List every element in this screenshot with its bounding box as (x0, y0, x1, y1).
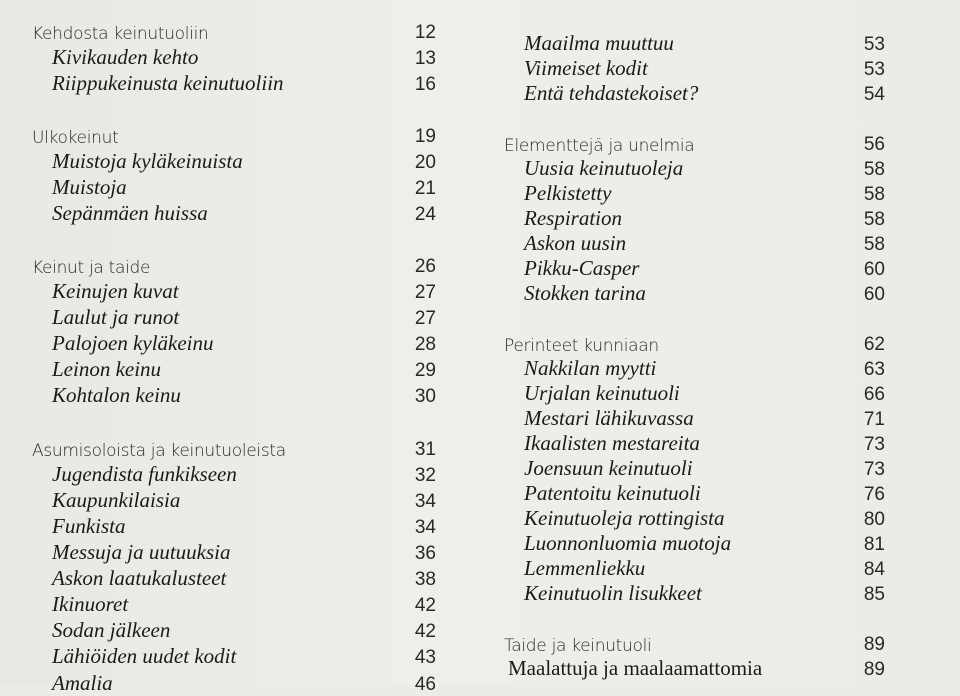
page-number: 53 (863, 34, 885, 55)
toc-entry (480, 30, 960, 56)
toc-entry (480, 280, 960, 306)
page-number: 76 (863, 484, 885, 505)
entry-title: Ikinuoret (52, 592, 129, 616)
page-number: 19 (414, 126, 436, 147)
page-number: 53 (863, 59, 885, 80)
section-title: Keinut ja taide (32, 258, 151, 278)
toc-entry (0, 513, 480, 539)
page-number: 20 (414, 152, 436, 173)
page-number: 13 (414, 48, 436, 69)
page-number: 56 (863, 134, 885, 155)
page-number: 27 (414, 282, 436, 303)
toc-section (480, 330, 960, 356)
entry-title: Pikku-Casper (524, 256, 640, 280)
toc-entry (480, 505, 960, 531)
toc-section (480, 130, 960, 156)
page-number: 89 (863, 659, 885, 680)
page-number: 24 (414, 204, 436, 225)
entry-title: Lemmenliekku (524, 556, 646, 580)
entry-title: Patentoitu keinutuoli (524, 481, 701, 505)
entry-title: Maailma muuttuu (524, 31, 674, 55)
section-title: Kehdosta keinutuoliin (32, 24, 209, 44)
entry-title: Kohtalon keinu (52, 383, 181, 407)
toc-section (0, 122, 480, 148)
toc-entry (0, 330, 480, 356)
toc-entry (0, 487, 480, 513)
page-number: 81 (863, 534, 885, 555)
page-number: 60 (863, 284, 885, 305)
entry-title: Laulut ja runot (52, 305, 180, 329)
toc-entry (480, 530, 960, 556)
toc-entry (480, 55, 960, 81)
page-number: 31 (414, 439, 436, 460)
toc-section (0, 18, 480, 44)
toc-entry (480, 380, 960, 406)
toc-entry (0, 539, 480, 565)
toc-entry (480, 405, 960, 431)
entry-title: Sodan jälkeen (52, 618, 171, 642)
page-number: 66 (863, 384, 885, 405)
page-number: 42 (414, 621, 436, 642)
page-number: 89 (863, 634, 885, 655)
page-number: 73 (863, 434, 885, 455)
entry-title: Muistoja kyläkeinuista (52, 149, 243, 173)
toc-section (480, 630, 960, 656)
entry-title: Keinujen kuvat (52, 279, 179, 303)
page-number: 36 (414, 543, 436, 564)
toc-entry (0, 643, 480, 669)
toc-entry (480, 180, 960, 206)
entry-title: Viimeiset kodit (524, 56, 648, 80)
page-number: 38 (414, 569, 436, 590)
page-number: 60 (863, 259, 885, 280)
toc-entry (0, 304, 480, 330)
entry-title: Jugendista funkikseen (52, 462, 237, 486)
entry-title: Muistoja (52, 175, 127, 199)
page-number: 58 (863, 234, 885, 255)
page-number: 58 (863, 184, 885, 205)
entry-title: Funkista (52, 514, 126, 538)
toc-entry (480, 455, 960, 481)
toc-section (0, 435, 480, 461)
toc-entry (0, 461, 480, 487)
toc-entry (480, 355, 960, 381)
page-number: 34 (414, 517, 436, 538)
page-number: 46 (414, 674, 436, 695)
entry-title: Ikaalisten mestareita (524, 431, 700, 455)
toc-entry (0, 44, 480, 70)
entry-title: Joensuun keinutuoli (524, 456, 693, 480)
page-number: 71 (863, 409, 885, 430)
section-title: Taide ja keinutuoli (504, 636, 652, 656)
page-number: 26 (414, 256, 436, 277)
page-number: 34 (414, 491, 436, 512)
entry-title: Lähiöiden uudet kodit (52, 644, 237, 668)
toc-entry (0, 200, 480, 226)
toc-entry (0, 356, 480, 382)
toc-entry (0, 148, 480, 174)
page-number: 80 (863, 509, 885, 530)
toc-entry (0, 591, 480, 617)
toc-entry (480, 255, 960, 281)
page-number: 54 (863, 84, 885, 105)
toc-entry (480, 480, 960, 506)
entry-title: Urjalan keinutuoli (524, 381, 680, 405)
entry-title: Sepänmäen huissa (52, 201, 208, 225)
section-title: Elementtejä ja unelmia (504, 136, 695, 156)
entry-title: Palojoen kyläkeinu (52, 331, 214, 355)
toc-entry (0, 617, 480, 643)
entry-title: Pelkistetty (524, 181, 612, 205)
section-title: Asumisoloista ja keinutuoleista (32, 441, 286, 461)
section-title: Perinteet kunniaan (504, 336, 659, 356)
page-number: 42 (414, 595, 436, 616)
page-number: 63 (863, 359, 885, 380)
toc-entry (480, 80, 960, 106)
toc-entry (0, 174, 480, 200)
toc-entry (0, 70, 480, 96)
page-number: 62 (863, 334, 885, 355)
entry-title: Mestari lähikuvassa (524, 406, 694, 430)
toc-entry (480, 580, 960, 606)
entry-title: Keinutuolin lisukkeet (524, 581, 702, 605)
entry-title: Askon uusin (524, 231, 627, 255)
page-number: 27 (414, 308, 436, 329)
page-number: 16 (414, 74, 436, 95)
toc-entry (480, 555, 960, 581)
toc-entry (0, 382, 480, 408)
entry-title: Askon laatukalusteet (52, 566, 227, 590)
page-number: 84 (863, 559, 885, 580)
entry-title: Kivikauden kehto (52, 45, 199, 69)
page-number: 32 (414, 465, 436, 486)
page-number: 28 (414, 334, 436, 355)
entry-title: Nakkilan myytti (524, 356, 657, 380)
entry-title: Messuja ja uutuuksia (52, 540, 231, 564)
entry-title: Riippukeinusta keinutuoliin (52, 71, 284, 95)
entry-title: Kaupunkilaisia (52, 488, 181, 512)
page-number: 43 (414, 647, 436, 668)
page-number: 58 (863, 209, 885, 230)
entry-title: Keinutuoleja rottingista (524, 506, 725, 530)
toc-entry (0, 670, 480, 696)
entry-title: Respiration (524, 206, 622, 230)
toc-entry (0, 565, 480, 591)
page-number: 30 (414, 386, 436, 407)
page-number: 29 (414, 360, 436, 381)
toc-entry (480, 430, 960, 456)
page-number: 73 (863, 459, 885, 480)
page-number: 21 (414, 178, 436, 199)
entry-title: Stokken tarina (524, 281, 646, 305)
entry-title: Leinon keinu (52, 357, 162, 381)
toc-entry (480, 155, 960, 181)
toc-entry (480, 205, 960, 231)
entry-title: Maalattuja ja maalaamattomia (508, 656, 763, 680)
page-number: 85 (863, 584, 885, 605)
toc-entry (480, 230, 960, 256)
section-title: Ulkokeinut (32, 128, 119, 148)
toc-entry (0, 278, 480, 304)
toc-entry (480, 655, 960, 681)
entry-title: Uusia keinutuoleja (524, 156, 684, 180)
toc-section (0, 252, 480, 278)
entry-title: Amalia (52, 671, 113, 695)
page-number: 12 (414, 22, 436, 43)
entry-title: Entä tehdastekoiset? (524, 81, 699, 105)
entry-title: Luonnonluomia muotoja (524, 531, 732, 555)
page-number: 58 (863, 159, 885, 180)
